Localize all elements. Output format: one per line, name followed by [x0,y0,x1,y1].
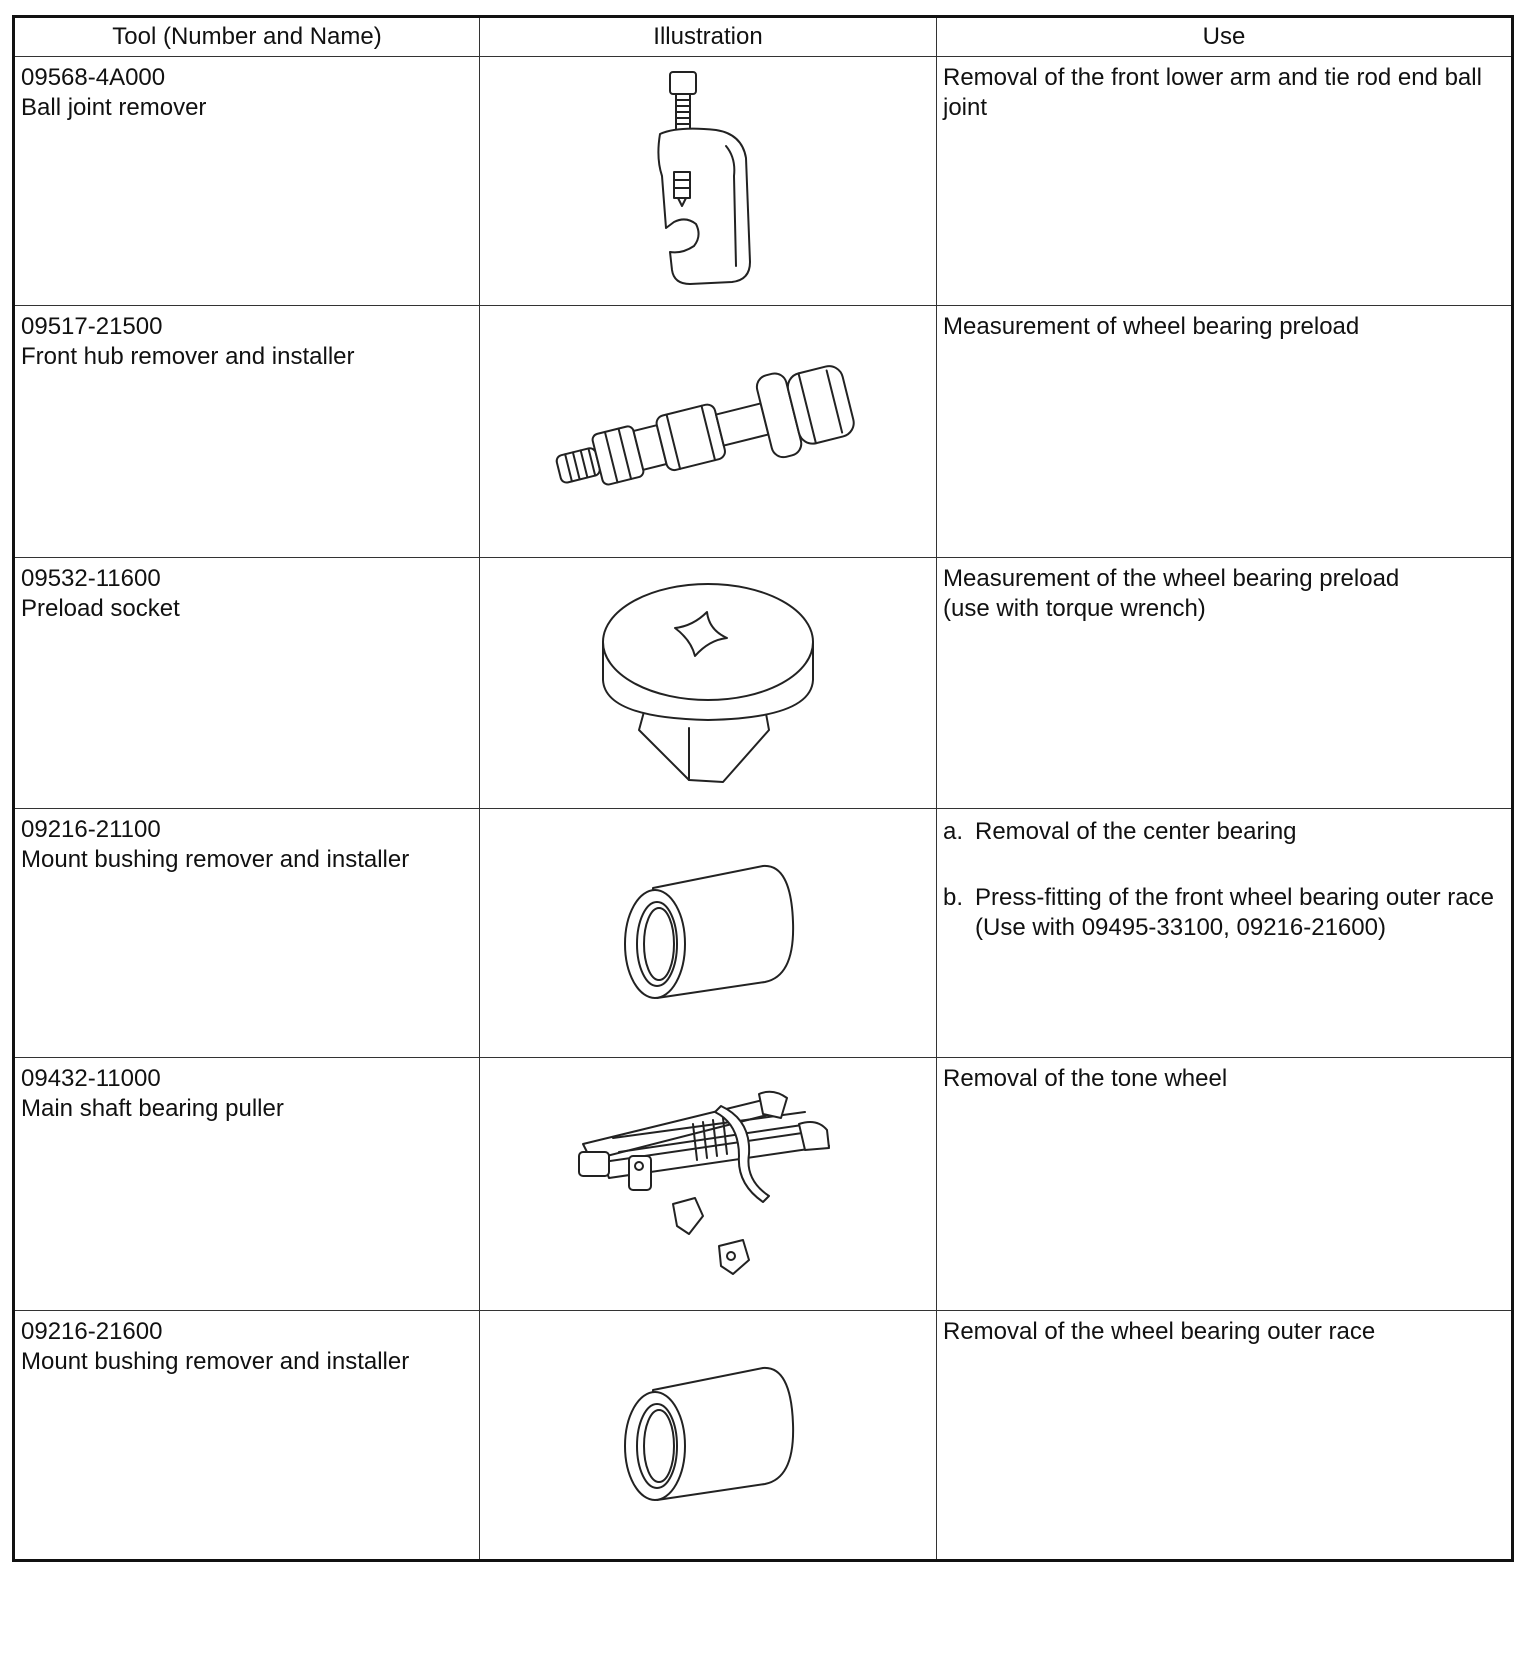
hub-remover-installer-icon [548,357,868,507]
tool-number: 09432-11000 [21,1065,161,1092]
tool-name: Preload socket [21,595,180,622]
use-item-b-body [975,883,1505,943]
use-cell [937,1311,1513,1561]
special-tools-table [12,15,1514,1562]
list-marker: b. [943,884,964,911]
use-item-a [943,817,1505,847]
table-row [14,809,1513,1058]
use-cell [937,1058,1513,1311]
tool-number: 09216-21100 [21,816,161,843]
tool-number: 09532-11600 [21,565,161,592]
header-use: Use [937,17,1513,57]
tool-number: 09517-21500 [21,313,163,340]
header-tool: Tool (Number and Name) [14,17,480,57]
use-text: Measurement of wheel bearing preload [943,313,1360,340]
bearing-puller-icon [573,1084,843,1284]
tool-cell [14,809,480,1058]
tool-number: 09216-21600 [21,1318,163,1345]
table-row [14,1058,1513,1311]
use-text: Measurement of the wheel bearing preload [943,565,1400,592]
illustration-cell [480,809,937,1058]
use-cell [937,558,1513,809]
tool-cell [14,57,480,306]
table-row [14,1311,1513,1561]
illustration-cell [480,306,937,558]
tool-cell [14,558,480,809]
header-illustration: Illustration [480,17,937,57]
use-note: (Use with 09495-33100, 09216-21600) [975,914,1386,941]
use-cell [937,809,1513,1058]
table-row [14,558,1513,809]
tool-cell [14,1311,480,1561]
use-item-b [943,883,1505,943]
tool-name: Mount bushing remover and installer [21,846,410,873]
use-cell [937,57,1513,306]
tool-name: Ball joint remover [21,94,207,121]
ball-joint-remover-icon [638,66,778,296]
mount-bushing-tool-icon [613,1360,803,1510]
tool-number: 09568-4A000 [21,64,166,91]
illustration-cell [480,1058,937,1311]
illustration-cell [480,558,937,809]
illustration-cell [480,1311,937,1561]
tool-cell [14,306,480,558]
tool-name: Mount bushing remover and installer [21,1348,410,1375]
tool-cell [14,1058,480,1311]
use-text: Removal of the front lower arm and tie rod end ball joint [943,64,1482,121]
use-text: Removal of the tone wheel [943,1065,1228,1092]
mount-bushing-tool-icon [613,858,803,1008]
preload-socket-icon [593,578,823,788]
illustration-cell [480,57,937,306]
list-marker: a. [943,818,964,845]
table-row [14,57,1513,306]
header-row [14,17,1513,57]
table-row [14,306,1513,558]
use-cell [937,306,1513,558]
use-note: (use with torque wrench) [943,595,1206,622]
tool-name: Main shaft bearing puller [21,1095,284,1122]
use-text: Removal of the wheel bearing outer race [943,1318,1376,1345]
use-text: Press-fitting of the front wheel bearing outer race [975,884,1494,911]
use-text: Removal of the center bearing [975,818,1297,845]
tool-name: Front hub remover and installer [21,343,355,370]
